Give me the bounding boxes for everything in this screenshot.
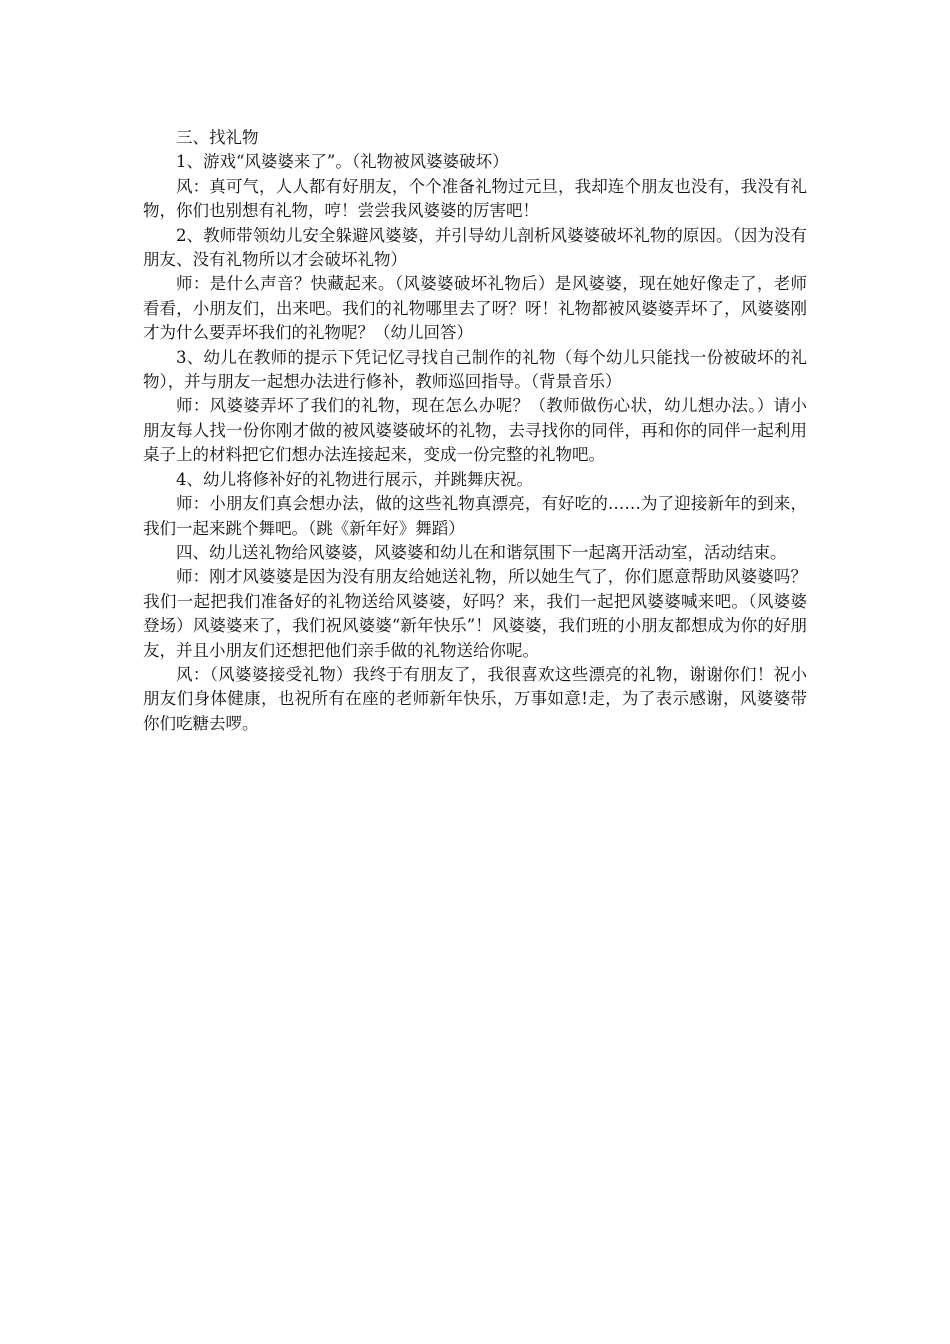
teacher-dialogue-paragraph: 师：小朋友们真会想办法，做的这些礼物真漂亮，有好吃的……为了迎接新年的到来，我们一起来跳个舞吧。（跳《新年好》舞蹈） bbox=[143, 494, 807, 538]
teacher-dialogue-paragraph: 师：刚才风婆婆是因为没有朋友给她送礼物，所以她生气了，你们愿意帮助风婆婆吗？我们一起把我们准备好的礼物送给风婆婆，好吗？来，我们一起把风婆婆喊来吧。（风婆婆登场）风婆婆来了，我们祝风婆婆“新年快乐”！风婆婆，我们班的小朋友都想成为你的好朋友，并且小朋友们还想把他们亲手做的礼物送给你呢。 bbox=[143, 567, 807, 660]
section-heading-find-gifts: 三、找礼物 bbox=[176, 128, 259, 147]
step-3-paragraph: 3、幼儿在教师的提示下凭记忆寻找自己制作的礼物（每个幼儿只能找一份被破坏的礼物），并与朋友一起想办法进行修补，教师巡回指导。（背景音乐） bbox=[143, 347, 807, 392]
step-1-paragraph: 1、游戏“风婆婆来了”。（礼物被风婆婆破坏） bbox=[176, 152, 509, 172]
teacher-dialogue-paragraph: 师：是什么声音？快藏起来。（风婆婆破坏礼物后）是风婆婆，现在她好像走了，老师看看，小朋友们，出来吧。我们的礼物哪里去了呀？呀！礼物都被风婆婆弄坏了，风婆婆刚才为什么要弄坏我们的礼物呢？（幼儿回答） bbox=[143, 274, 807, 343]
document-body bbox=[143, 126, 807, 736]
step-2-paragraph: 2、教师带领幼儿安全躲避风婆婆，并引导幼儿剖析风婆婆破坏礼物的原因。（因为没有朋友、没有礼物所以才会破坏礼物） bbox=[143, 225, 807, 270]
step-4-paragraph: 4、幼儿将修补好的礼物进行展示，并跳舞庆祝。 bbox=[176, 469, 533, 489]
wind-dialogue-paragraph: 风：（风婆婆接受礼物）我终于有朋友了，我很喜欢这些漂亮的礼物，谢谢你们！祝小朋友们身体健康，也祝所有在座的老师新年快乐，万事如意!走，为了表示感谢，风婆婆带你们吃糖去啰。 bbox=[143, 664, 807, 733]
wind-dialogue-paragraph: 风：真可气，人人都有好朋友，个个准备礼物过元旦，我却连个朋友也没有，我没有礼物，你们也别想有礼物，哼！尝尝我风婆婆的厉害吧！ bbox=[143, 176, 807, 221]
teacher-dialogue-paragraph: 师：风婆婆弄坏了我们的礼物，现在怎么办呢？（教师做伤心状，幼儿想办法。）请小朋友每人找一份你刚才做的被风婆婆破坏的礼物，去寻找你的同伴，再和你的同伴一起利用桌子上的材料把它们想办法连接起来，变成一份完整的礼物吧。 bbox=[143, 396, 807, 465]
section-heading-give-gifts: 四、幼儿送礼物给风婆婆，风婆婆和幼儿在和谐氛围下一起离开活动室，活动结束。 bbox=[176, 542, 787, 562]
